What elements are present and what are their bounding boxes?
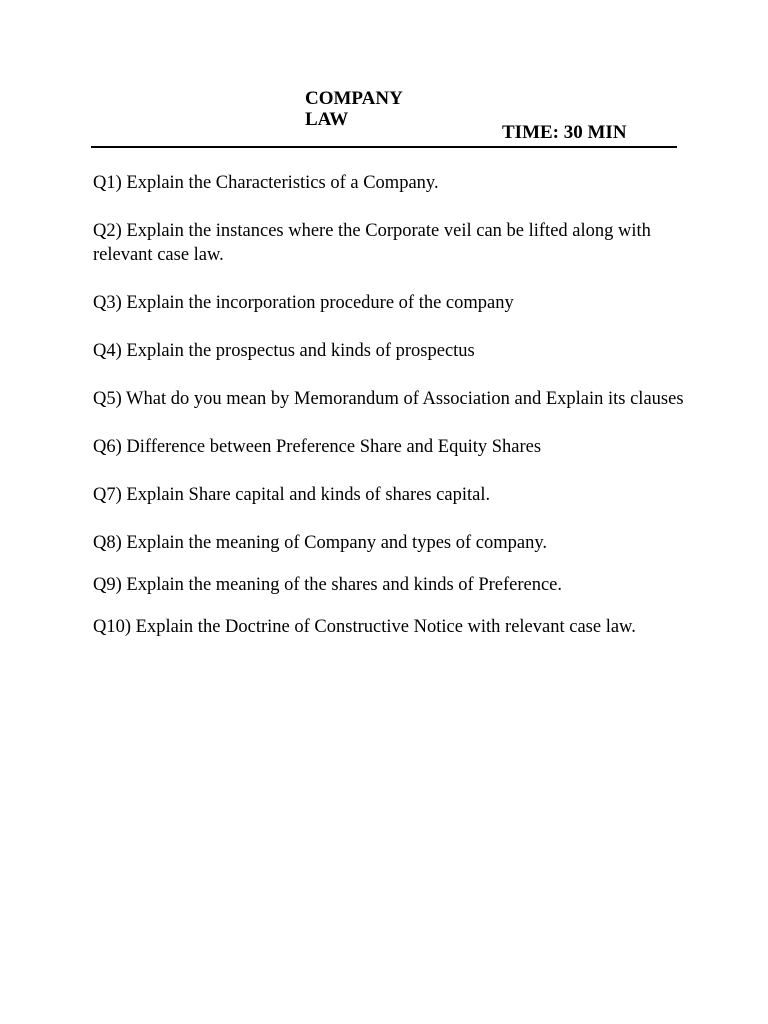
- question-item: Q8) Explain the meaning of Company and types of company.: [93, 533, 547, 553]
- question-item: Q4) Explain the prospectus and kinds of prospectus: [93, 341, 475, 361]
- time-limit: TIME: 30 MIN: [502, 122, 627, 143]
- question-list: [93, 171, 693, 663]
- question-item: Q6) Difference between Preference Share and Equity Shares: [93, 437, 542, 457]
- question-item: Q10) Explain the Doctrine of Constructive Notice with relevant case law.: [93, 617, 636, 637]
- paper-title: COMPANY LAW: [305, 88, 403, 130]
- question-item: Q9) Explain the meaning of the shares and kinds of Preference.: [93, 575, 563, 595]
- question-item: Q7) Explain Share capital and kinds of shares capital.: [93, 485, 491, 505]
- question-item: Q3) Explain the incorporation procedure of the company: [93, 293, 514, 313]
- question-item: Q5) What do you mean by Memorandum of Association and Explain its clauses: [93, 389, 684, 409]
- question-item: Q2) Explain the instances where the Corporate veil can be lifted along with relevant case law.: [93, 221, 651, 265]
- header-divider: [91, 146, 677, 148]
- question-item: Q1) Explain the Characteristics of a Company.: [93, 173, 439, 193]
